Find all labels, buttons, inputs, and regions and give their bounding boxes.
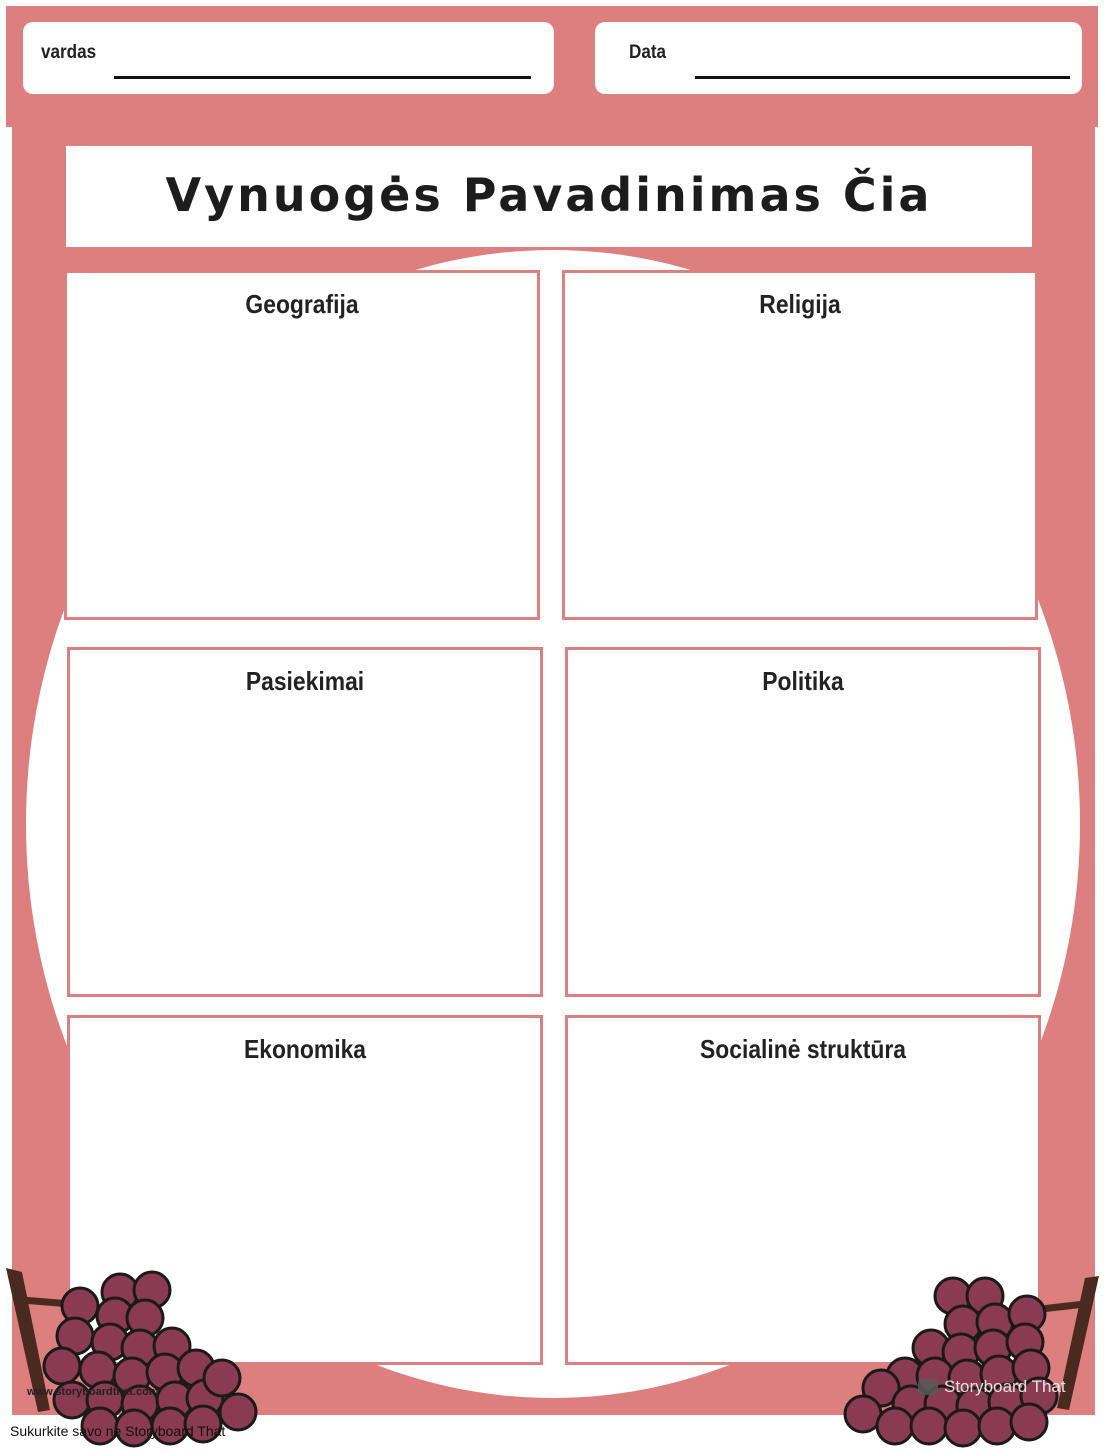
section-title: Geografija: [245, 289, 359, 319]
speech-bubble-icon: [918, 1379, 938, 1395]
brand-label: Storyboard That: [944, 1377, 1066, 1396]
name-label: vardas: [41, 42, 97, 63]
footer-credit[interactable]: Sukurkite savo ne Storyboard That: [10, 1423, 226, 1439]
grapes-left-icon: [0, 1260, 280, 1450]
storyboard-that-logo[interactable]: [918, 1377, 1066, 1397]
name-input-line[interactable]: [114, 76, 531, 79]
section-pasiekimai[interactable]: [67, 647, 543, 997]
section-title: Politika: [762, 666, 844, 696]
date-input-line[interactable]: [695, 76, 1070, 79]
section-title: Pasiekimai: [245, 666, 365, 696]
page-title: Vynuogės Pavadinimas Čia: [165, 168, 933, 222]
section-politika[interactable]: [565, 647, 1041, 997]
grape-cluster-right: [845, 1278, 1057, 1446]
date-field-card[interactable]: [595, 22, 1082, 94]
section-title: Religija: [759, 289, 841, 319]
section-religija[interactable]: [562, 270, 1038, 620]
name-field-card[interactable]: [23, 22, 554, 94]
section-title: Socialinė struktūra: [699, 1034, 906, 1064]
section-geografija[interactable]: [64, 270, 540, 620]
footer-url[interactable]: www.storyboardthat.com: [27, 1386, 159, 1398]
grapes-right-icon: [835, 1268, 1105, 1448]
date-label: Data: [629, 42, 667, 63]
section-title: Ekonomika: [243, 1034, 367, 1064]
title-box[interactable]: [66, 146, 1032, 247]
grape-cluster-left: [44, 1272, 256, 1446]
